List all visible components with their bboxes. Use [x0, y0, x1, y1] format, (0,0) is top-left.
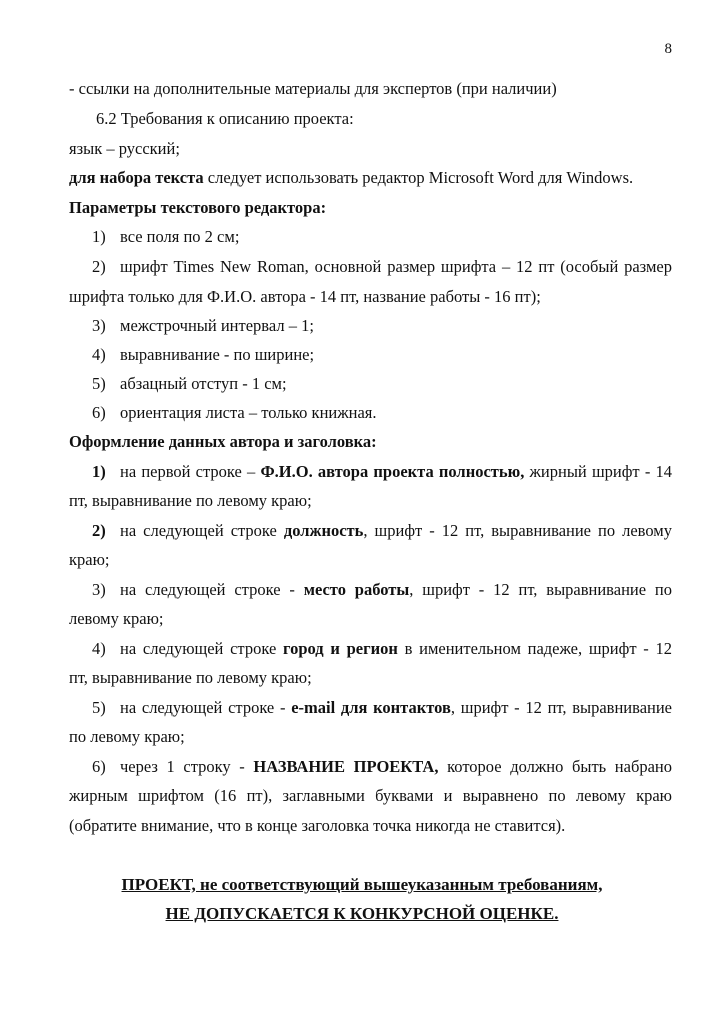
list-item-cont: пт, выравнивание по левому краю;: [69, 668, 312, 687]
list-item-cont: жирным шрифтом (16 пт), заглавными буквами и выравнено по левому краю: [69, 786, 672, 805]
list-item-cont: пт, выравнивание по левому краю;: [69, 491, 312, 510]
page-number: 8: [664, 41, 672, 57]
list-item-cont: по левому краю;: [69, 727, 185, 746]
list-item: 6) ориентация листа – только книжная.: [92, 403, 377, 422]
footer-warning-line1: ПРОЕКТ, не соответствующий вышеуказанным требованиям,: [121, 875, 603, 894]
text-line: язык – русский;: [69, 139, 180, 158]
text-line: [69, 168, 672, 188]
list-item: 3) межстрочный интервал – 1;: [92, 316, 314, 335]
list-item: 1) на первой строке – Ф.И.О. автора проекта полностью, жирный шрифт - 14: [92, 462, 672, 481]
text-line: - ссылки на дополнительные материалы для экспертов (при наличии): [69, 79, 557, 98]
params-heading: Параметры текстового редактора:: [69, 198, 327, 217]
list-item: 5) на следующей строке - e-mail для контактов, шрифт - 12 пт, выравнивание: [92, 698, 672, 717]
list-item: 6) через 1 строку - НАЗВАНИЕ ПРОЕКТА, которое должно быть набрано: [92, 757, 672, 776]
list-item: 1) все поля по 2 см;: [92, 227, 240, 246]
list-item: 2) на следующей строке должность, шрифт - 12 пт, выравнивание по левому: [92, 521, 672, 540]
list-item-cont: (обратите внимание, что в конце заголовка точка никогда не ставится).: [69, 816, 566, 835]
list-item-cont: краю;: [69, 550, 110, 569]
list-item-cont: левому краю;: [69, 609, 164, 628]
footer-warning-line2: НЕ ДОПУСКАЕТСЯ К КОНКУРСНОЙ ОЦЕНКЕ.: [165, 904, 559, 923]
list-item-cont: шрифта только для Ф.И.О. автора - 14 пт, название работы - 16 пт);: [69, 287, 541, 306]
author-heading: Оформление данных автора и заголовка:: [69, 432, 377, 451]
list-item: 3) на следующей строке - место работы, шрифт - 12 пт, выравнивание по: [92, 580, 672, 599]
list-item: 5) абзацный отступ - 1 см;: [92, 374, 287, 393]
text: следует использовать редактор Microsoft Word для Windows.: [203, 168, 634, 187]
section-heading: 6.2 Требования к описанию проекта:: [96, 109, 354, 128]
list-item: 4) выравнивание - по ширине;: [92, 345, 315, 364]
bold-text: для набора текста: [69, 168, 204, 187]
list-item: 2) шрифт Times New Roman, основной размер шрифта – 12 пт (особый размер: [92, 257, 672, 276]
list-item: 4) на следующей строке город и регион в именительном падеже, шрифт - 12: [92, 639, 672, 658]
